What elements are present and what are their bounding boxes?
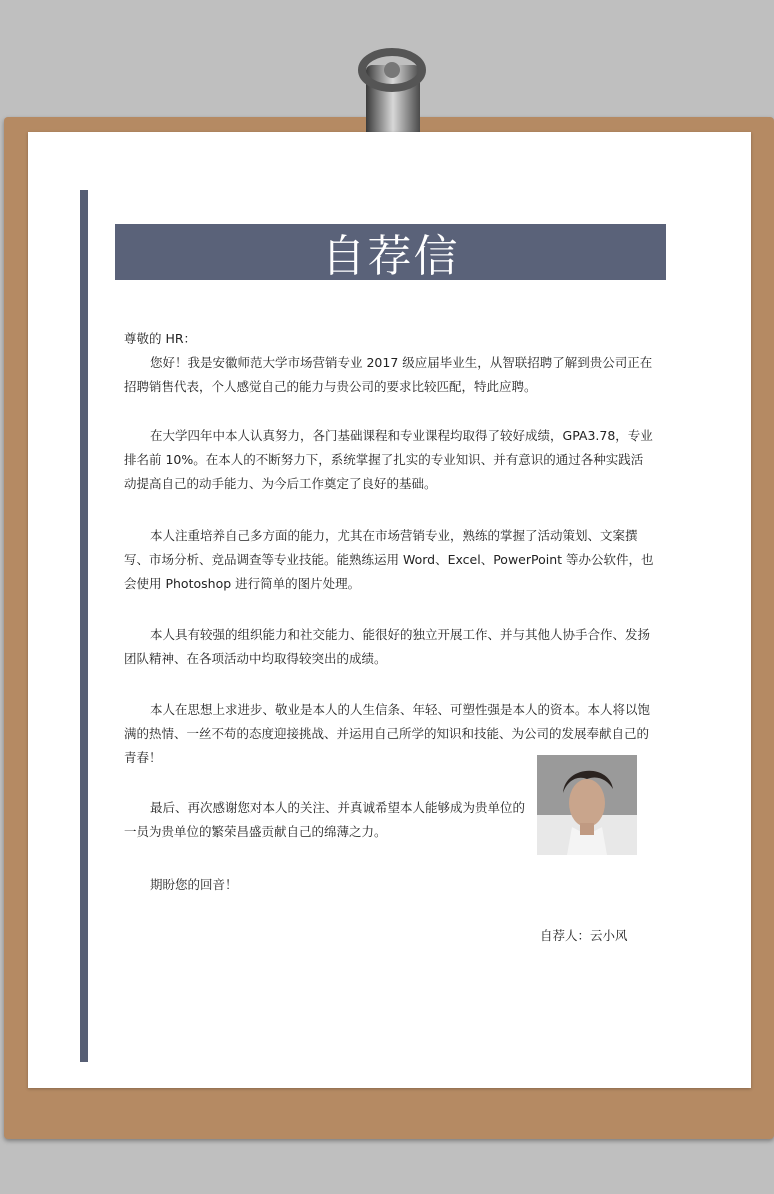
paragraph-5: 本人在思想上求进步、敬业是本人的人生信条、年轻、可塑性强是本人的资本。本人将以饱满的热情、一丝不苟的态度迎接挑战、并运用自己所学的知识和技能、为公司的发展奉献自己的青春！ bbox=[124, 702, 651, 765]
paragraph-2: 在大学四年中本人认真努力，各门基础课程和专业课程均取得了较好成绩，GPA3.78，专业排名前 10%。在本人的不断努力下，系统掌握了扎实的专业知识、并有意识的通过各种实践活动提高自己的动手能力、为今后工作奠定了良好的基础。 bbox=[124, 428, 653, 491]
letter-title: 自荐信 bbox=[115, 224, 666, 280]
paragraph-6: 最后、再次感谢您对本人的关注、并真诚希望本人能够成为贵单位的一员为贵单位的繁荣昌盛贡献自己的绵薄之力。 bbox=[124, 800, 526, 839]
letter-opening bbox=[124, 327, 654, 399]
profile-photo bbox=[537, 755, 637, 855]
closing: 期盼您的回音！ bbox=[150, 877, 238, 892]
decorative-bar bbox=[80, 190, 88, 1062]
salutation: 尊敬的 HR： bbox=[124, 331, 197, 346]
paragraph-4: 本人具有较强的组织能力和社交能力、能很好的独立开展工作、并与其他人协手合作、发扬团队精神、在各项活动中均取得较突出的成绩。 bbox=[124, 627, 651, 666]
paragraph-3: 本人注重培养自己多方面的能力，尤其在市场营销专业，熟练的掌握了活动策划、文案撰写、市场分析、竞品调查等专业技能。能熟练运用 Word、Excel、PowerPoint 等办公软件，也会使用 Photoshop 进行简单的图片处理。 bbox=[124, 528, 654, 591]
signature: 自荐人：云小风 bbox=[540, 928, 628, 943]
portrait-icon bbox=[537, 755, 637, 855]
paragraph-1: 您好！我是安徽师范大学市场营销专业 2017 级应届毕业生，从智联招聘了解到贵公司正在招聘销售代表，个人感觉自己的能力与贵公司的要求比较匹配，特此应聘。 bbox=[124, 355, 653, 394]
